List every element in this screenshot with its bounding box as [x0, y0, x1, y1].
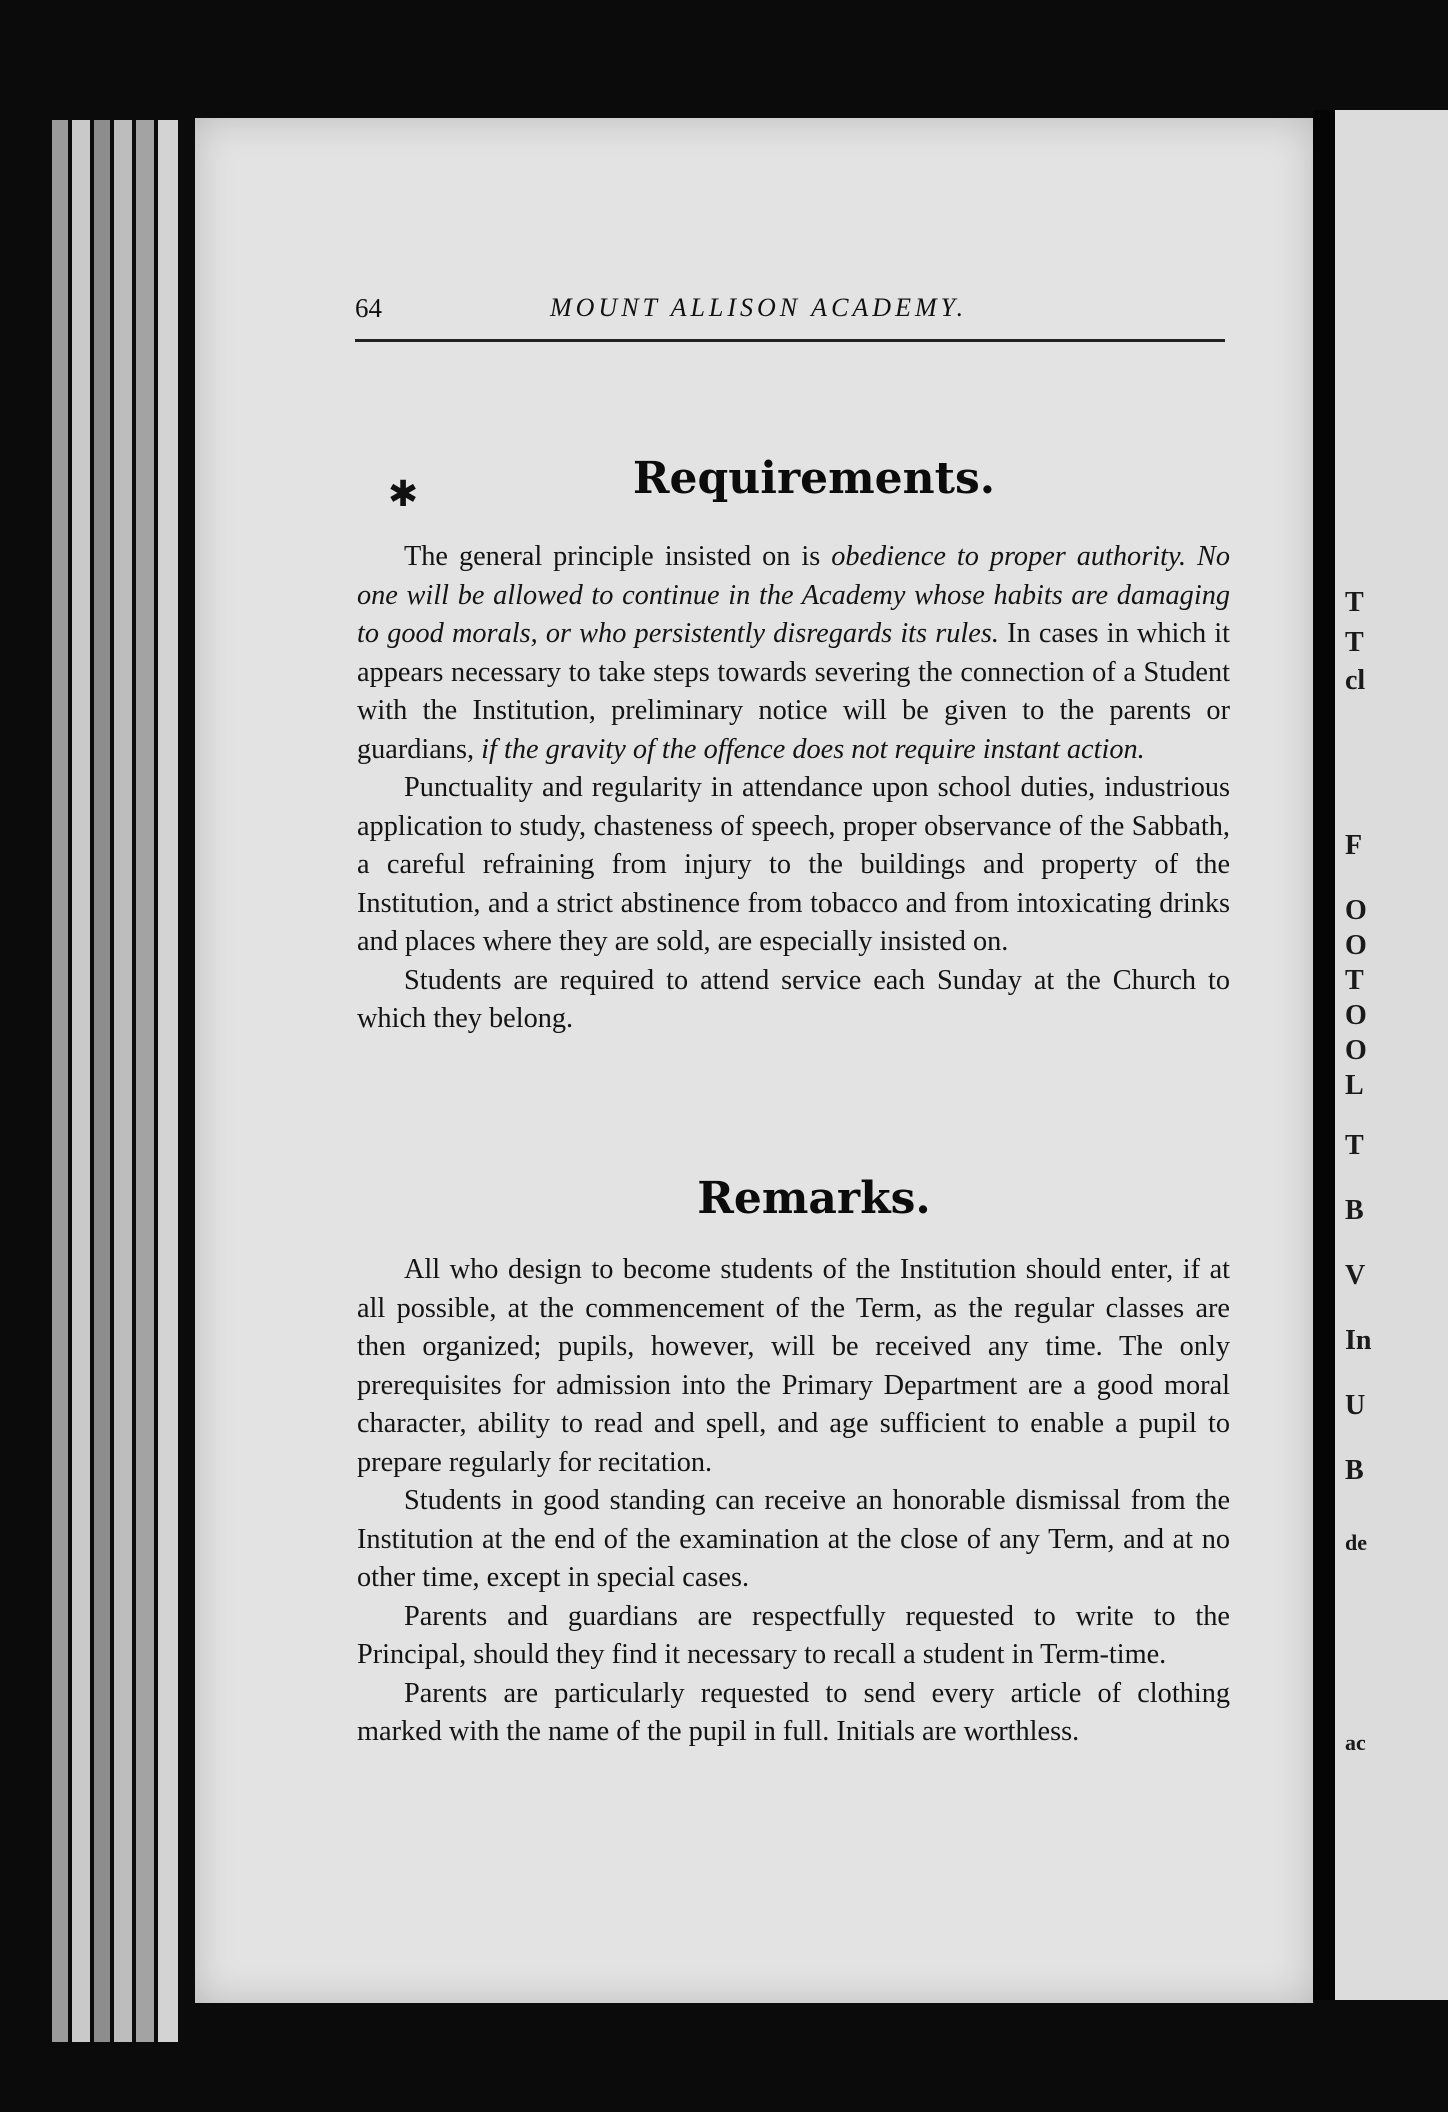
- requirements-paragraph-3: Students are required to attend service each Sunday at the Church to which they belong.: [357, 964, 1230, 1034]
- page-edge: [52, 120, 68, 2042]
- facing-fragment: O: [1345, 895, 1367, 926]
- running-head: [355, 293, 1225, 333]
- book-page: [195, 118, 1313, 2003]
- page-edge: [158, 120, 178, 2042]
- facing-fragment: T: [1345, 627, 1364, 658]
- facing-fragment: cl: [1345, 665, 1366, 696]
- facing-fragment: V: [1345, 1260, 1366, 1291]
- running-head-title: MOUNT ALLISON ACADEMY.: [550, 293, 968, 322]
- facing-fragment: B: [1345, 1455, 1364, 1486]
- facing-page-edge: [1335, 110, 1448, 2000]
- book-gutter: [1313, 110, 1335, 2000]
- requirements-paragraph-1: [357, 538, 1230, 769]
- facing-fragment: T: [1345, 965, 1364, 996]
- facing-fragment: de: [1345, 1530, 1367, 1555]
- requirements-paragraph-2: Punctuality and regularity in attendance upon school duties, industrious application to study, chasteness of speech, proper observance of the Sabbath, a careful refraining from injury to the buildings and property of the Institution, and a strict abstinence from tobacco and from intoxicating drinks and places where they are sold, are especially insisted on.: [357, 772, 1230, 957]
- page-edge: [72, 120, 90, 2042]
- facing-fragment: O: [1345, 1000, 1367, 1031]
- facing-fragment: U: [1345, 1390, 1366, 1421]
- page-number: 64: [355, 293, 382, 323]
- remarks-heading: Remarks.: [697, 1173, 931, 1224]
- requirements-heading: Requirements.: [632, 453, 996, 504]
- page-edge: [94, 120, 110, 2042]
- page-edge: [136, 120, 154, 2042]
- facing-fragment: ac: [1345, 1730, 1366, 1755]
- page-edge: [114, 120, 132, 2042]
- facing-fragment: O: [1345, 930, 1367, 961]
- italic-run: if the gravity of the offence does not require instant action.: [481, 733, 1145, 765]
- requirements-text: [357, 538, 1230, 1039]
- remarks-paragraph-1: All who design to become students of the Institution should enter, if at all possible, at the commencement of the Term, as the regular classes are then organized; pupils, however, will be received any time. The only prerequisites for admission into the Primary Department are a good moral character, ability to read and spell, and age sufficient to enable a pupil to prepare regularly for recitation.: [357, 1254, 1230, 1478]
- facing-fragment: B: [1345, 1195, 1364, 1226]
- remarks-text: [357, 1251, 1230, 1752]
- ornament-icon: ✱: [388, 474, 419, 514]
- facing-fragment: T: [1345, 1130, 1364, 1161]
- text-run: The general principle insisted on is: [404, 541, 832, 572]
- facing-fragment: T: [1345, 587, 1364, 618]
- facing-fragment: L: [1345, 1070, 1364, 1101]
- italic-run: obedience to proper authority. No one will be allowed to continue in the Academy whose habits are damaging to good morals, or who persistently disregards its rules.: [357, 541, 1230, 649]
- remarks-paragraph-4: Parents are particularly requested to send every article of clothing marked with the name of the pupil in full. Initials are worthless.: [357, 1677, 1230, 1747]
- remarks-paragraph-3: Parents and guardians are respectfully requested to write to the Principal, should they find it necessary to recall a student in Term-time.: [357, 1600, 1230, 1670]
- header-rule: [355, 339, 1225, 342]
- facing-fragment: F: [1345, 830, 1363, 861]
- remarks-paragraph-2: Students in good standing can receive an honorable dismissal from the Institution at the end of the examination at the close of any Term, and at no other time, except in special cases.: [357, 1485, 1230, 1593]
- text-run: In cases in which it appears necessary to take steps towards severing the connection of a Student with the Institution, preliminary notice will be given to the parents or guardians,: [357, 618, 1230, 765]
- facing-fragment: In: [1345, 1325, 1372, 1356]
- facing-fragment: O: [1345, 1035, 1367, 1066]
